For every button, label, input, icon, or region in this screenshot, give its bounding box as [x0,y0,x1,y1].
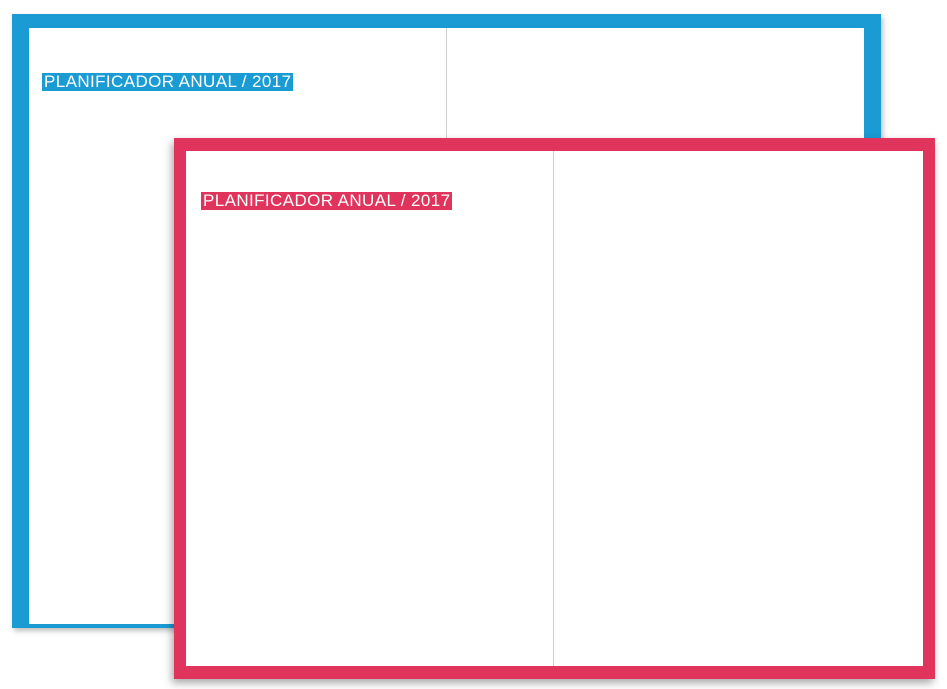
front-planner-fold [553,151,554,666]
front-planner-january-june [174,138,935,679]
front-planner-spread [186,151,923,666]
front-planner-title: PLANIFICADOR ANUAL / 2017 [203,191,451,210]
front-planner-grid [186,151,923,666]
back-planner-title: PLANIFICADOR ANUAL / 2017 [44,72,292,91]
